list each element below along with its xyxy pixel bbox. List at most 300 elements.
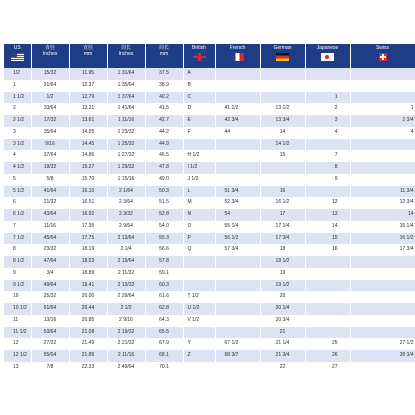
column-header-diam_mm: [69, 44, 107, 68]
cell-swiss: [350, 362, 415, 374]
column-header-swiss: [350, 44, 415, 68]
cell-circ_mm: 62.8: [145, 303, 183, 315]
cell-diam_mm: 20.85: [69, 315, 107, 327]
cell-diam_mm: 21.89: [69, 350, 107, 362]
cell-us: 8: [4, 244, 31, 256]
cell-german: 19: [260, 268, 305, 280]
table-row: [4, 162, 415, 174]
table-row: [4, 291, 415, 303]
cell-us: 1: [4, 80, 31, 92]
cell-circ_mm: 52.8: [145, 209, 183, 221]
cell-diam_mm: 21.08: [69, 327, 107, 339]
cell-british: E: [183, 115, 215, 127]
cell-japanese: [305, 68, 350, 80]
cell-german: 20 1/4: [260, 303, 305, 315]
cell-circ_in: 2 9/16: [107, 315, 145, 327]
cell-circ_in: 2 13/32: [107, 280, 145, 292]
table-row: [4, 315, 415, 327]
cell-diam_in: 15/32: [31, 68, 69, 80]
column-header-circ_in: [107, 44, 145, 68]
cell-circ_in: 1 35/64: [107, 80, 145, 92]
cell-swiss: [350, 280, 415, 292]
cell-diam_in: 21/32: [31, 197, 69, 209]
cell-us: 7 1/2: [4, 233, 31, 245]
cell-circ_mm: 54.0: [145, 221, 183, 233]
cell-diam_mm: 20.00: [69, 291, 107, 303]
cell-circ_mm: 44.9: [145, 139, 183, 151]
japan-flag-icon: [321, 53, 334, 61]
table-row: [4, 80, 415, 92]
cell-diam_mm: 13.21: [69, 103, 107, 115]
cell-swiss: [350, 174, 415, 186]
cell-french: [215, 291, 260, 303]
cell-diam_in: 11/16: [31, 221, 69, 233]
cell-diam_in: 49/64: [31, 280, 69, 292]
column-header-french: [215, 44, 260, 68]
cell-british: J 1/2: [183, 174, 215, 186]
cell-us: 12 1/2: [4, 350, 31, 362]
cell-circ_mm: 56.6: [145, 244, 183, 256]
cell-japanese: 14: [305, 221, 350, 233]
cell-us: 12: [4, 338, 31, 350]
cell-diam_mm: 16.10: [69, 186, 107, 198]
cell-swiss: 16 1/2: [350, 233, 415, 245]
cell-german: 15: [260, 150, 305, 162]
cell-german: 17 3/4: [260, 233, 305, 245]
cell-diam_in: 3/4: [31, 268, 69, 280]
cell-german: 21 1/4: [260, 338, 305, 350]
cell-german: 17: [260, 209, 305, 221]
cell-french: [215, 327, 260, 339]
table-row: [4, 127, 415, 139]
cell-diam_mm: 12.79: [69, 92, 107, 104]
cell-diam_in: 47/64: [31, 256, 69, 268]
cell-french: [215, 139, 260, 151]
cell-british: Z: [183, 350, 215, 362]
cell-us: 6 1/2: [4, 209, 31, 221]
cell-us: 9 1/2: [4, 280, 31, 292]
cell-circ_in: 1 37/64: [107, 92, 145, 104]
table-row: [4, 362, 415, 374]
cell-british: A: [183, 68, 215, 80]
table-row: [4, 350, 415, 362]
table-row: [4, 268, 415, 280]
cell-swiss: [350, 291, 415, 303]
cell-japanese: 4: [305, 127, 350, 139]
cell-swiss: 2 3/4: [350, 115, 415, 127]
cell-japanese: [305, 280, 350, 292]
cell-french: 52 3/4: [215, 197, 260, 209]
cell-british: B: [183, 80, 215, 92]
cell-us: 6: [4, 197, 31, 209]
ring-size-table: [4, 44, 415, 374]
cell-swiss: 12 3/4: [350, 197, 415, 209]
column-title: 周长: [158, 45, 169, 51]
cell-diam_mm: 18.19: [69, 244, 107, 256]
table-row: [4, 303, 415, 315]
germany-flag-icon: [276, 53, 289, 61]
column-title: 周长: [120, 45, 131, 51]
cell-japanese: 26: [305, 350, 350, 362]
table-row: [4, 115, 415, 127]
table-row: [4, 338, 415, 350]
cell-japanese: [305, 256, 350, 268]
cell-japanese: 13: [305, 209, 350, 221]
cell-circ_in: 2 29/64: [107, 291, 145, 303]
cell-us: 11: [4, 315, 31, 327]
cell-circ_mm: 64.3: [145, 315, 183, 327]
uk-flag-icon: [193, 53, 206, 61]
cell-japanese: 9: [305, 174, 350, 186]
cell-german: [260, 174, 305, 186]
cell-circ_mm: 59.1: [145, 268, 183, 280]
column-header-japanese: [305, 44, 350, 68]
cell-diam_in: 41/64: [31, 186, 69, 198]
table-header: [4, 44, 415, 68]
cell-us: 7: [4, 221, 31, 233]
table-row: [4, 186, 415, 198]
cell-diam_mm: 14.05: [69, 127, 107, 139]
cell-circ_in: 1 23/32: [107, 127, 145, 139]
cell-diam_in: 31/64: [31, 80, 69, 92]
table-row: [4, 92, 415, 104]
cell-french: 42 3/4: [215, 115, 260, 127]
cell-diam_in: 1/2: [31, 92, 69, 104]
cell-french: [215, 150, 260, 162]
cell-german: [260, 162, 305, 174]
column-title: Japanese: [316, 45, 339, 51]
table-row: [4, 197, 415, 209]
cell-japanese: 27: [305, 362, 350, 374]
cell-german: 13 3/4: [260, 115, 305, 127]
cell-french: [215, 303, 260, 315]
cell-british: N: [183, 209, 215, 221]
cell-british: C: [183, 92, 215, 104]
cell-japanese: 1: [305, 92, 350, 104]
cell-french: 54: [215, 209, 260, 221]
column-subtitle: mm: [159, 51, 169, 57]
cell-diam_in: 23/32: [31, 244, 69, 256]
cell-us: 8 1/2: [4, 256, 31, 268]
cell-circ_mm: 37.5: [145, 68, 183, 80]
cell-circ_in: 2 21/32: [107, 338, 145, 350]
cell-diam_mm: 16.51: [69, 197, 107, 209]
cell-circ_mm: 70.1: [145, 362, 183, 374]
cell-diam_in: 7/8: [31, 362, 69, 374]
cell-diam_mm: 22.33: [69, 362, 107, 374]
cell-diam_in: 5/8: [31, 174, 69, 186]
cell-circ_mm: 38.9: [145, 80, 183, 92]
cell-circ_mm: 57.8: [145, 256, 183, 268]
table-row: [4, 221, 415, 233]
cell-french: [215, 92, 260, 104]
cell-us: 2: [4, 103, 31, 115]
cell-british: H 1/2: [183, 150, 215, 162]
table-body: [4, 68, 415, 374]
cell-german: 22: [260, 362, 305, 374]
cell-diam_in: 51/64: [31, 303, 69, 315]
cell-french: [215, 268, 260, 280]
cell-swiss: [350, 92, 415, 104]
cell-circ_in: 1 25/32: [107, 139, 145, 151]
cell-french: [215, 80, 260, 92]
cell-german: 14: [260, 127, 305, 139]
cell-us: 4: [4, 150, 31, 162]
cell-french: 51 3/4: [215, 186, 260, 198]
cell-circ_mm: 60.3: [145, 280, 183, 292]
column-title: 直径: [82, 45, 93, 51]
table-row: [4, 209, 415, 221]
cell-us: 3: [4, 127, 31, 139]
table-row: [4, 68, 415, 80]
table-row: [4, 233, 415, 245]
cell-circ_mm: 47.8: [145, 162, 183, 174]
cell-circ_in: 2 13/64: [107, 233, 145, 245]
cell-diam_in: 37/64: [31, 150, 69, 162]
cell-circ_in: 1 41/64: [107, 103, 145, 115]
cell-swiss: 11 3/4: [350, 186, 415, 198]
cell-british: [183, 280, 215, 292]
cell-japanese: [305, 303, 350, 315]
cell-circ_in: 1 29/32: [107, 162, 145, 174]
cell-swiss: [350, 162, 415, 174]
cell-british: T 1/2: [183, 291, 215, 303]
cell-swiss: [350, 327, 415, 339]
cell-swiss: [350, 150, 415, 162]
cell-diam_in: 33/64: [31, 103, 69, 115]
cell-french: 41 1/2: [215, 103, 260, 115]
cell-us: 3 1/2: [4, 139, 31, 151]
cell-french: [215, 280, 260, 292]
cell-circ_mm: 46.5: [145, 150, 183, 162]
cell-french: 56 1/2: [215, 233, 260, 245]
cell-french: [215, 362, 260, 374]
cell-swiss: [350, 68, 415, 80]
cell-swiss: [350, 256, 415, 268]
cell-diam_in: 53/64: [31, 327, 69, 339]
cell-german: 16 1/2: [260, 197, 305, 209]
cell-british: O: [183, 221, 215, 233]
cell-japanese: [305, 80, 350, 92]
cell-german: 14 1/2: [260, 139, 305, 151]
cell-german: 16: [260, 186, 305, 198]
france-flag-icon: [231, 53, 244, 61]
cell-circ_mm: 44.2: [145, 127, 183, 139]
cell-diam_mm: 16.92: [69, 209, 107, 221]
cell-british: F: [183, 127, 215, 139]
cell-circ_mm: 68.1: [145, 350, 183, 362]
cell-french: 44: [215, 127, 260, 139]
column-title: French: [229, 45, 246, 51]
cell-diam_in: 13/16: [31, 315, 69, 327]
column-header-us: [4, 44, 31, 68]
cell-circ_in: 2 3/32: [107, 209, 145, 221]
cell-diam_in: 35/64: [31, 127, 69, 139]
cell-british: D: [183, 103, 215, 115]
cell-circ_in: 1 27/32: [107, 150, 145, 162]
cell-diam_mm: 15.70: [69, 174, 107, 186]
column-subtitle: mm: [83, 51, 93, 57]
cell-circ_in: 2 1/4: [107, 244, 145, 256]
cell-us: 1 1/2: [4, 92, 31, 104]
cell-us: 4 1/2: [4, 162, 31, 174]
cell-diam_mm: 12.37: [69, 80, 107, 92]
table-row: [4, 139, 415, 151]
cell-japanese: 25: [305, 338, 350, 350]
column-header-british: [183, 44, 215, 68]
cell-circ_mm: 50.3: [145, 186, 183, 198]
cell-us: 10 1/2: [4, 303, 31, 315]
cell-diam_in: 43/64: [31, 209, 69, 221]
cell-german: [260, 80, 305, 92]
column-header-german: [260, 44, 305, 68]
cell-japanese: 15: [305, 233, 350, 245]
cell-circ_in: 1 15/16: [107, 174, 145, 186]
cell-circ_mm: 65.5: [145, 327, 183, 339]
cell-swiss: [350, 268, 415, 280]
header-row: [4, 44, 415, 68]
cell-swiss: [350, 139, 415, 151]
cell-british: L: [183, 186, 215, 198]
cell-japanese: 8: [305, 162, 350, 174]
cell-german: 20 3/4: [260, 315, 305, 327]
table-row: [4, 244, 415, 256]
cell-french: 57 3/4: [215, 244, 260, 256]
cell-diam_mm: 13.61: [69, 115, 107, 127]
cell-diam_mm: 18.53: [69, 256, 107, 268]
cell-japanese: [305, 327, 350, 339]
ring-size-chart: [4, 44, 415, 374]
cell-swiss: [350, 303, 415, 315]
cell-german: 13 1/2: [260, 103, 305, 115]
cell-circ_in: 1 11/16: [107, 115, 145, 127]
cell-british: [183, 139, 215, 151]
cell-japanese: 16: [305, 244, 350, 256]
cell-french: [215, 162, 260, 174]
cell-diam_in: 17/32: [31, 115, 69, 127]
cell-japanese: [305, 139, 350, 151]
cell-circ_in: 2 19/64: [107, 256, 145, 268]
cell-diam_in: 55/64: [31, 350, 69, 362]
cell-circ_mm: 49.0: [145, 174, 183, 186]
switzerland-flag-icon: [379, 53, 387, 61]
cell-british: [183, 362, 215, 374]
column-title: German: [273, 45, 292, 51]
cell-circ_in: 2 11/16: [107, 350, 145, 362]
cell-diam_mm: 14.45: [69, 139, 107, 151]
cell-swiss: 4: [350, 127, 415, 139]
cell-german: 19 1/2: [260, 280, 305, 292]
cell-diam_mm: 19.41: [69, 280, 107, 292]
cell-british: M: [183, 197, 215, 209]
cell-circ_mm: 41.5: [145, 103, 183, 115]
cell-diam_mm: 14.86: [69, 150, 107, 162]
cell-japanese: [305, 268, 350, 280]
cell-japanese: 2: [305, 103, 350, 115]
cell-french: 67 1/2: [215, 338, 260, 350]
table-row: [4, 256, 415, 268]
cell-us: 5 1/2: [4, 186, 31, 198]
column-title: US: [13, 45, 21, 51]
cell-diam_mm: 21.49: [69, 338, 107, 350]
cell-swiss: 1: [350, 103, 415, 115]
column-header-circ_mm: [145, 44, 183, 68]
cell-german: [260, 92, 305, 104]
cell-german: 21 3/4: [260, 350, 305, 362]
cell-french: [215, 174, 260, 186]
cell-swiss: 14: [350, 209, 415, 221]
cell-japanese: 7: [305, 150, 350, 162]
table-row: [4, 174, 415, 186]
cell-german: 18 1/2: [260, 256, 305, 268]
cell-swiss: 28 3/4: [350, 350, 415, 362]
column-subtitle: Inches: [42, 51, 58, 57]
cell-japanese: [305, 291, 350, 303]
table-row: [4, 327, 415, 339]
column-title: Swiss: [375, 45, 390, 51]
table-row: [4, 103, 415, 115]
cell-diam_mm: 18.89: [69, 268, 107, 280]
cell-circ_in: 1 31/64: [107, 68, 145, 80]
cell-british: I 1/2: [183, 162, 215, 174]
cell-us: 13: [4, 362, 31, 374]
us-flag-icon: [11, 53, 24, 61]
column-header-diam_in: [31, 44, 69, 68]
cell-japanese: [305, 315, 350, 327]
cell-swiss: [350, 80, 415, 92]
cell-german: 21: [260, 327, 305, 339]
column-title: British: [192, 45, 206, 51]
cell-circ_mm: 42.7: [145, 115, 183, 127]
cell-diam_mm: 17.35: [69, 221, 107, 233]
cell-diam_in: 27/32: [31, 338, 69, 350]
cell-british: U 1/2: [183, 303, 215, 315]
cell-french: 68 3/7: [215, 350, 260, 362]
cell-british: Q: [183, 244, 215, 256]
cell-japanese: [305, 186, 350, 198]
cell-german: 17 1/4: [260, 221, 305, 233]
cell-diam_mm: 15.27: [69, 162, 107, 174]
cell-circ_in: 2 49/64: [107, 362, 145, 374]
cell-circ_mm: 51.5: [145, 197, 183, 209]
table-row: [4, 280, 415, 292]
cell-british: P: [183, 233, 215, 245]
cell-us: 9: [4, 268, 31, 280]
cell-diam_mm: 17.75: [69, 233, 107, 245]
cell-circ_in: 2 1/2: [107, 303, 145, 315]
cell-circ_in: 2 9/64: [107, 221, 145, 233]
cell-us: 10: [4, 291, 31, 303]
cell-circ_mm: 61.6: [145, 291, 183, 303]
cell-us: 2 1/2: [4, 115, 31, 127]
cell-british: [183, 327, 215, 339]
cell-circ_mm: 40.2: [145, 92, 183, 104]
cell-british: V 1/2: [183, 315, 215, 327]
cell-british: Y: [183, 338, 215, 350]
table-row: [4, 150, 415, 162]
cell-french: [215, 315, 260, 327]
cell-german: 18: [260, 244, 305, 256]
cell-diam_in: 9/16: [31, 139, 69, 151]
cell-diam_in: 25/32: [31, 291, 69, 303]
cell-german: [260, 68, 305, 80]
cell-circ_in: 2 11/32: [107, 268, 145, 280]
cell-swiss: 27 1/2: [350, 338, 415, 350]
cell-french: [215, 68, 260, 80]
cell-japanese: 3: [305, 115, 350, 127]
cell-us: 1/2: [4, 68, 31, 80]
cell-french: 55 1/4: [215, 221, 260, 233]
